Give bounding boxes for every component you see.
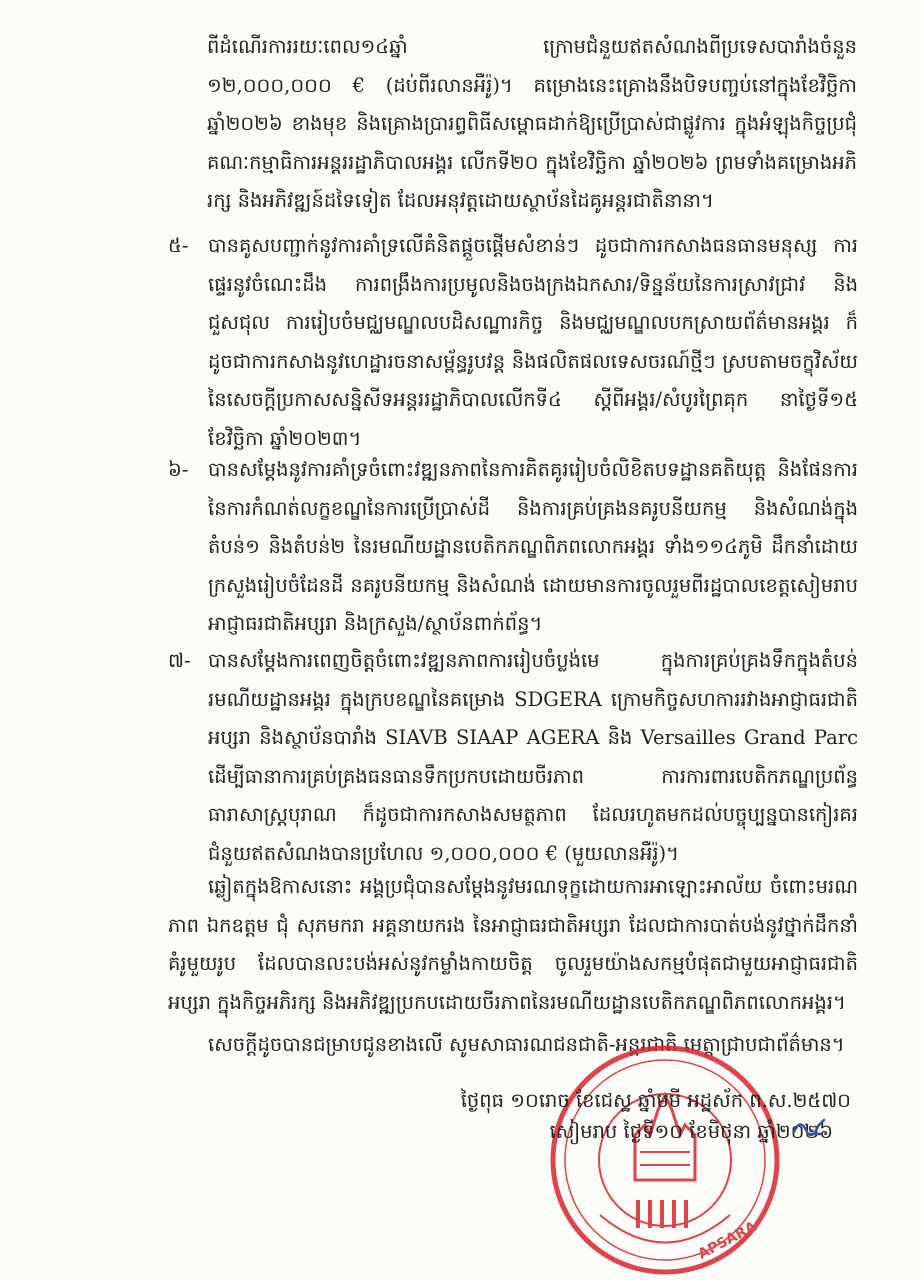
intro-paragraph: ពីដំណើរការរយៈពេល១៤ឆ្នាំ ក្រោមជំនួយឥតសំណងពីប្រទេសបារាំងចំនួន ១២,០០០,០០០ € (ដប់ពីរលានអឺរ៉ូ)។ គម្រោងនេះគ្រោងនឹងបិទបញ្ចប់នៅក្នុងខែវិច្ឆិកា ឆ្នាំ២០២៦ ខាងមុខ និងគ្រោងប្រារព្ធពិធីសម្ពោធដាក់ឱ្យប្រើប្រាស់ជាផ្លូវការ ក្នុងអំឡុងកិច្ចប្រជុំគណៈកម្មាធិការអន្តររដ្ឋាភិបាលអង្គរ លើកទី២០ ក្នុងខែវិច្ឆិកា ឆ្នាំ២០២៦ ព្រមទាំងគម្រោងអភិរក្ស និងអភិវឌ្ឍន៍ដទៃទៀត ដែលអនុវត្តដោយស្ថាប័នដៃគូអន្តរជាតិនានា។ <box>207 35 857 212</box>
closing-paragraph: សេចក្តីដូចបានជម្រាបជូនខាងលើ សូមសាធារណជនជាតិ-អន្តរជាតិ មេត្តាជ្រាបជាព័ត៌មាន។ <box>208 1033 845 1056</box>
date-solar: សៀមរាប ថ្ងៃទី១០ ខែមិថុនា ឆ្នាំ២០២៦ <box>549 1120 833 1143</box>
condolence-paragraph: ឆ្លៀតក្នុងឱកាសនោះ អង្គប្រជុំបានសម្តែងនូវមរណទុក្ខដោយការអាឡោះអាល័យ ចំពោះមរណភាព ឯកឧត្តម ជុំ សុភមករា អគ្គនាយករង នៃអាជ្ញាធរជាតិអប្សរា ដែលជាការបាត់បង់នូវថ្នាក់ដឹកនាំគំរូមួយរូប ដែលបានលះបង់អស់នូវកម្លាំងកាយចិត្ត ចូលរួមយ៉ាងសកម្មបំផុតជាមួយអាជ្ញាធរជាតិអប្សរា ក្នុងកិច្ចអភិរក្ស និងអភិវឌ្ឍប្រកបដោយចីរភាពនៃរមណីយដ្ឋានបេតិកភណ្ឌពិភពលោកអង្គរ។ <box>168 875 858 1014</box>
item-text: បានគូសបញ្ជាក់នូវការគាំទ្រលើគំនិតផ្តួចផ្តើមសំខាន់ៗ ដូចជាការកសាងធនធានមនុស្ស ការផ្ទេរនូវចំណេះដឹង ការពង្រឹងការប្រមូលនិងចងក្រងឯកសារ/ទិន្នន័យនៃការស្រាវជ្រាវ និងជួសជុល ការរៀបចំមជ្ឈមណ្ឌលបដិសណ្ឋារកិច្ច និងមជ្ឈមណ្ឌលបកស្រាយព័ត៌មានអង្គរ ក៏ដូចជាការកសាងនូវហេដ្ឋារចនាសម្ព័ន្ធរូបវន្ត និងផលិតផលទេសចរណ៍ថ្មីៗ ស្របតាមចក្ខុវិស័យនៃសេចក្តីប្រកាសសន្និសីទអន្តររដ្ឋាភិបាលលើកទី៤ ស្តីពីអង្គរ/សំបូរព្រៃគុក នាថ្ងៃទី១៥ ខែវិច្ឆិកា ឆ្នាំ២០២៣។ <box>208 234 858 450</box>
item-number: ៥- <box>168 234 189 257</box>
signature-mark <box>790 1112 830 1140</box>
item-text: បានសម្តែងការពេញចិត្តចំពោះវឌ្ឍនភាពការរៀបចំប្លង់មេ ក្នុងការគ្រប់គ្រងទឹកក្នុងតំបន់រមណីយដ្ឋានអង្គរ ក្នុងក្របខណ្ឌនៃគម្រោង SDGERA ក្រោមកិច្ចសហការរវាងអាជ្ញាធរជាតិអប្សរា និងស្ថាប័នបារាំង SIAVB SIAAP AGERA និង Versailles Grand Parc ដើម្បីធានាការគ្រប់គ្រងធនធានទឹកប្រកបដោយចីរភាព ការការពារបេតិកភណ្ឌប្រព័ន្ធធារាសាស្ត្របុរាណ ក៏ដូចជាការកសាងសមត្ថភាព ដែលរហូតមកដល់បច្ចុប្បន្នបានកៀរគរជំនួយឥតសំណងបានប្រហែល ១,០០០,០០០ € (មួយលានអឺរ៉ូ)។ <box>208 649 858 865</box>
seal-text: APSARA <box>695 1218 760 1263</box>
official-seal <box>540 1040 790 1280</box>
date-lunar: ថ្ងៃពុធ ១០រោច ខែជេស្ឋ ឆ្នាំមមី អដ្ឋស័ក ព.ស.២៥៧០ <box>460 1089 851 1112</box>
item-number: ៦- <box>168 458 189 481</box>
item-text: បានសម្តែងនូវការគាំទ្រចំពោះវឌ្ឍនភាពនៃការគិតគូររៀបចំលិខិតបទដ្ឋានគតិយុត្ត និងផែនការនៃការកំណត់លក្ខខណ្ឌនៃការប្រើប្រាស់ដី និងការគ្រប់គ្រងនគរូបនីយកម្ម និងសំណង់ក្នុងតំបន់១ និងតំបន់២ នៃរមណីយដ្ឋានបេតិកភណ្ឌពិភពលោកអង្គរ ទាំង១១៤ភូមិ ដឹកនាំដោយក្រសួងរៀបចំដែនដី នគរូបនីយកម្ម និងសំណង់ ដោយមានការចូលរួមពីរដ្ឋបាលខេត្តសៀមរាប អាជ្ញាធរជាតិអប្សរា និងក្រសួង/ស្ថាប័នពាក់ព័ន្ធ។ <box>208 458 858 635</box>
item-number: ៧- <box>168 649 191 672</box>
